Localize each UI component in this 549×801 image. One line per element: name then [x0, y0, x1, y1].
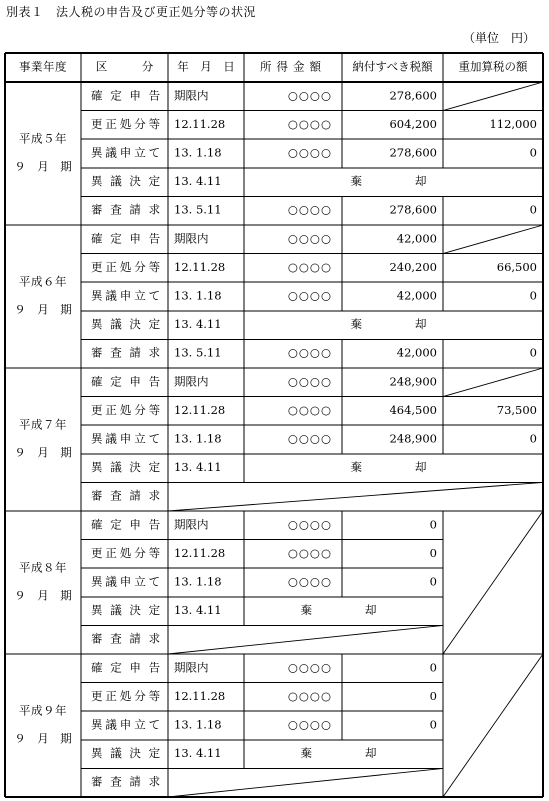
- fiscal-year-label: 平成８年: [19, 560, 67, 575]
- row-category: 更正処分等: [91, 688, 163, 703]
- row-tax: 42,000: [396, 345, 437, 360]
- row-date: 13. 1.18: [174, 288, 222, 303]
- row-date: 期限内: [174, 88, 209, 103]
- row-decision: 棄 却: [300, 603, 387, 618]
- penalty-column-slash: [443, 511, 543, 654]
- row-date: 12.11.28: [174, 545, 226, 560]
- row-tax: 0: [429, 517, 437, 532]
- row-income: ○○○○: [287, 288, 332, 303]
- row-income: ○○○○: [287, 402, 332, 417]
- row-income: ○○○○: [287, 660, 332, 675]
- row-tax: 0: [429, 574, 437, 589]
- row-category: 異議決定: [91, 317, 168, 332]
- fiscal-year-label: 平成６年: [19, 274, 67, 289]
- row-category: 異議決定: [91, 603, 168, 618]
- row-category: 異議申立て: [91, 288, 163, 303]
- row-tax: 0: [429, 545, 437, 560]
- row-date: 13. 1.18: [174, 145, 222, 160]
- row-income: ○○○○: [287, 517, 332, 532]
- row-category: 確定申告: [91, 88, 168, 103]
- row-date: 13. 1.18: [174, 574, 222, 589]
- row-date: 12.11.28: [174, 688, 226, 703]
- fiscal-period-label: ９ 月 期: [14, 445, 72, 460]
- row-tax: 42,000: [396, 288, 437, 303]
- row-decision: 棄 却: [350, 174, 437, 189]
- row-decision: 棄 却: [350, 460, 437, 475]
- row-category: 審査請求: [91, 488, 168, 503]
- row-category: 異議決定: [91, 174, 168, 189]
- row-income: ○○○○: [287, 116, 332, 131]
- row-income: ○○○○: [287, 374, 332, 389]
- row-penalty: 0: [529, 345, 537, 360]
- row-tax: 604,200: [389, 116, 437, 131]
- row-category: 更正処分等: [91, 402, 163, 417]
- row-tax: 278,600: [389, 88, 437, 103]
- header-date: 年 月 日: [177, 59, 235, 74]
- row-date: 13. 4.11: [174, 460, 222, 475]
- page-title: 別表１ 法人税の申告及び更正処分等の状況: [6, 5, 257, 19]
- fiscal-year-label: 平成７年: [19, 417, 67, 432]
- row-income: ○○○○: [287, 202, 332, 217]
- fiscal-year-label: 平成９年: [19, 703, 67, 718]
- penalty-cell-slash: [443, 368, 543, 397]
- header-income: 所得金額: [260, 59, 326, 74]
- row-category: 更正処分等: [91, 116, 163, 131]
- row-category: 異議申立て: [91, 717, 163, 732]
- row-penalty: 0: [529, 288, 537, 303]
- row-category: 異議申立て: [91, 431, 163, 446]
- row-date: 13. 4.11: [174, 174, 222, 189]
- row-category: 更正処分等: [91, 259, 163, 274]
- row-category: 異議決定: [91, 746, 168, 761]
- fiscal-period-label: ９ 月 期: [14, 588, 72, 603]
- row-category: 審査請求: [91, 345, 168, 360]
- row-penalty: 112,000: [489, 116, 537, 131]
- row-income: ○○○○: [287, 431, 332, 446]
- row-income: ○○○○: [287, 88, 332, 103]
- row-date: 13. 5.11: [174, 202, 222, 217]
- header-year: 事業年度: [19, 59, 67, 74]
- row-date: 13. 4.11: [174, 603, 222, 618]
- row-category: 確定申告: [91, 660, 168, 675]
- row-category: 審査請求: [91, 202, 168, 217]
- row-tax: 240,200: [389, 259, 437, 274]
- penalty-column-slash: [443, 654, 543, 797]
- row-category: 更正処分等: [91, 545, 163, 560]
- row-penalty: 0: [529, 145, 537, 160]
- row-penalty: 0: [529, 431, 537, 446]
- row-date: 13. 5.11: [174, 345, 222, 360]
- row-category: 審査請求: [91, 631, 168, 646]
- row-date: 13. 1.18: [174, 717, 222, 732]
- fiscal-period-label: ９ 月 期: [14, 159, 72, 174]
- row-decision: 棄 却: [350, 317, 437, 332]
- row-date: 期限内: [174, 231, 209, 246]
- row-income: ○○○○: [287, 345, 332, 360]
- row-tax: 0: [429, 717, 437, 732]
- row-tax: 278,600: [389, 202, 437, 217]
- header-penalty: 重加算税の額: [458, 59, 528, 74]
- fiscal-period-label: ９ 月 期: [14, 731, 72, 746]
- row-tax: 0: [429, 688, 437, 703]
- row-date: 13. 4.11: [174, 317, 222, 332]
- row-penalty: 73,500: [496, 402, 537, 417]
- row-date: 13. 4.11: [174, 746, 222, 761]
- fiscal-year-label: 平成５年: [19, 131, 67, 146]
- row-category: 確定申告: [91, 517, 168, 532]
- header-category: 区 分: [95, 59, 154, 74]
- row-tax: 464,500: [389, 402, 437, 417]
- row-income: ○○○○: [287, 145, 332, 160]
- row-date: 12.11.28: [174, 259, 226, 274]
- row-income: ○○○○: [287, 574, 332, 589]
- row-tax: 0: [429, 660, 437, 675]
- row-tax: 248,900: [389, 431, 437, 446]
- row-date: 12.11.28: [174, 402, 226, 417]
- row-date: 期限内: [174, 660, 209, 675]
- row-income: ○○○○: [287, 717, 332, 732]
- row-tax: 248,900: [389, 374, 437, 389]
- row-category: 審査請求: [91, 774, 168, 789]
- row-income: ○○○○: [287, 259, 332, 274]
- row-category: 異議申立て: [91, 574, 163, 589]
- row-blank-slash: [168, 482, 543, 511]
- row-category: 異議申立て: [91, 145, 163, 160]
- row-income: ○○○○: [287, 688, 332, 703]
- row-category: 異議決定: [91, 460, 168, 475]
- row-tax: 278,600: [389, 145, 437, 160]
- row-category: 確定申告: [91, 231, 168, 246]
- penalty-cell-slash: [443, 225, 543, 254]
- row-date: 期限内: [174, 374, 209, 389]
- row-date: 13. 1.18: [174, 431, 222, 446]
- row-tax: 42,000: [396, 231, 437, 246]
- unit-note: （単位 円）: [462, 31, 535, 45]
- row-blank-slash: [168, 768, 443, 797]
- row-decision: 棄 却: [300, 746, 387, 761]
- row-blank-slash: [168, 625, 443, 654]
- row-penalty: 0: [529, 202, 537, 217]
- penalty-cell-slash: [443, 82, 543, 111]
- fiscal-period-label: ９ 月 期: [14, 302, 72, 317]
- row-category: 確定申告: [91, 374, 168, 389]
- row-income: ○○○○: [287, 545, 332, 560]
- row-penalty: 66,500: [496, 259, 537, 274]
- row-income: ○○○○: [287, 231, 332, 246]
- header-tax: 納付すべき税額: [352, 59, 433, 74]
- row-date: 12.11.28: [174, 116, 226, 131]
- row-date: 期限内: [174, 517, 209, 532]
